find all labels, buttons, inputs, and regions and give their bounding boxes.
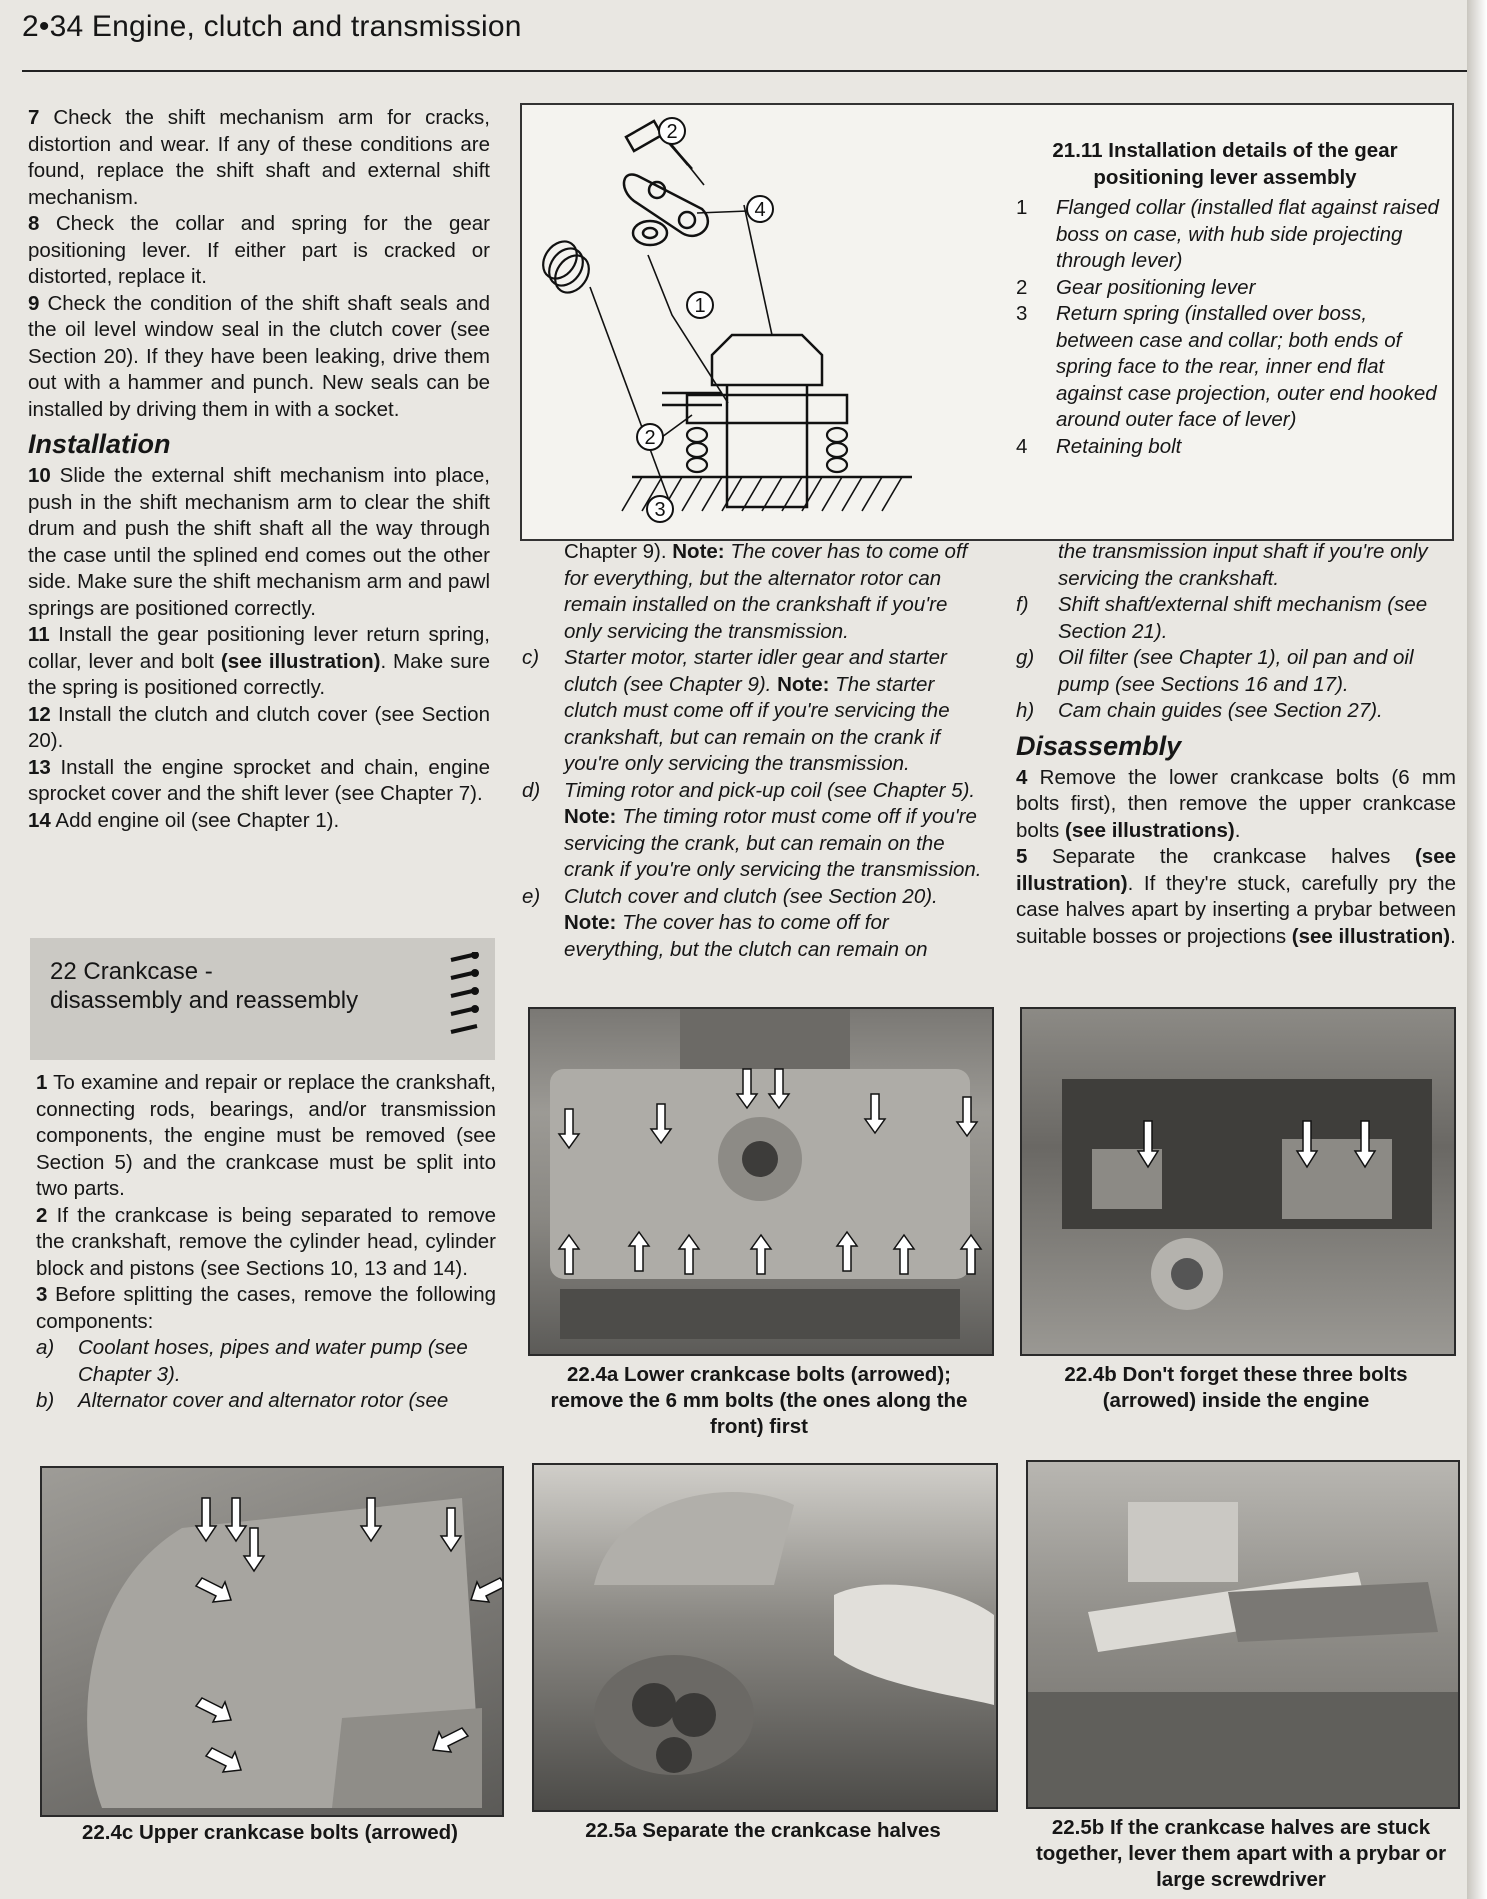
section-22-paragraph-2: 2 If the crankcase is being separated to remove the crankshaft, remove the cylinder head, cylinder block and pistons (see Sections 10, 13 and 14). <box>36 1203 496 1280</box>
callout-3: 3 <box>654 499 666 521</box>
section-22-title: 22 Crankcase - <box>50 958 213 985</box>
callout-4: 4 <box>754 199 766 221</box>
crankcase-upper-photo-graphic <box>42 1468 502 1815</box>
caption-22-4c: 22.4c Upper crankcase bolts (arrowed) <box>82 1821 458 1844</box>
paragraph-11: 11 Install the gear positioning lever return spring, collar, lever and bolt (see illustration). Make sure the spring is positioned correctly. <box>28 623 490 699</box>
caption-22-5b: 22.5b If the crankcase halves are stuck together, lever them apart with a prybar or large screwdriver <box>1035 1816 1447 1891</box>
paragraph-8: 8 Check the collar and spring for the gear positioning lever. If either part is cracked or distorted, replace it. <box>28 212 491 288</box>
installation-heading: Installation <box>28 429 171 459</box>
section-22-column <box>36 1070 496 1415</box>
separating-halves-photo-graphic <box>534 1465 996 1810</box>
list-item-e: e) Clutch cover and clutch (see Section 20). Note: The cover has to come off for everything, but the clutch can remain on <box>522 884 938 961</box>
figure-21-11-caption <box>1010 138 1440 460</box>
section-22-heading-box <box>30 938 495 1060</box>
prybar-photo-graphic <box>1028 1462 1458 1807</box>
list-item-d: d) Timing rotor and pick-up coil (see Chapter 5). Note: The timing rotor must come off if you're servicing the crank, but can remain on the crank if you're only servicing the transmission. <box>522 778 982 881</box>
paragraph-4: 4 Remove the lower crankcase bolts (6 mm bolts first), then remove the upper crankcase bolts (see illustrations). <box>1016 765 1457 842</box>
page-header <box>22 10 522 44</box>
list-item-h: h) Cam chain guides (see Section 27). <box>1016 699 1383 722</box>
legend-item-3: 3 Return spring (installed over boss, between case and collar; both ends of spring face to the rear, inner end flat against case projection, outer end hooked around outer face of lever) <box>1016 302 1437 431</box>
right-column <box>1016 539 1456 950</box>
list-item-b: b) Alternator cover and alternator rotor (see <box>36 1389 449 1412</box>
photo-22-4b <box>1020 1007 1456 1356</box>
page-edge-shadow <box>1467 0 1487 1899</box>
paragraph-9: 9 Check the condition of the shift shaft seals and the oil level window seal in the clutch cover (see Section 20). If they have been leaking, drive them out with a hammer and punch. New seals can be installed by driving them in with a socket. <box>28 291 490 421</box>
callout-2-top: 2 <box>666 121 678 143</box>
middle-column <box>522 539 982 963</box>
caption-22-4b: 22.4b Don't forget these three bolts (arrowed) inside the engine <box>1064 1363 1408 1412</box>
paragraph-7: 7 Check the shift mechanism arm for cracks, distortion and wear. If any of these conditions are found, replace the shift shaft and external shift mechanism. <box>28 106 490 209</box>
callout-2-bottom: 2 <box>644 427 656 449</box>
list-item-e-continued: the transmission input shaft if you're only servicing the crankshaft. <box>1058 540 1428 590</box>
photo-22-4a <box>528 1007 994 1356</box>
photo-22-5a <box>532 1463 998 1812</box>
disassembly-heading: Disassembly <box>1016 730 1182 761</box>
page-number: 2•34 <box>22 10 84 43</box>
list-item-g: g) Oil filter (see Chapter 1), oil pan and oil pump (see Sections 16 and 17). <box>1016 646 1414 696</box>
list-item-f: f) Shift shaft/external shift mechanism (see Section 21). <box>1016 593 1428 643</box>
header-rule <box>22 70 1467 72</box>
crankcase-inside-photo-graphic <box>1022 1009 1454 1354</box>
paragraph-5: 5 Separate the crankcase halves (see illustration). If they're stuck, carefully pry the case halves apart by inserting a prybar between suitable bosses or projections (see illustration). <box>1016 845 1456 948</box>
paragraph-14: 14 Add engine oil (see Chapter 1). <box>28 808 340 832</box>
photo-22-5b <box>1026 1460 1460 1809</box>
photo-22-4c <box>40 1466 504 1817</box>
difficulty-wrench-icon <box>447 952 481 1044</box>
paragraph-13: 13 Install the engine sprocket and chain, engine sprocket cover and the shift lever (see Chapter 7). <box>28 755 490 805</box>
gear-positioning-lever-diagram <box>522 105 1002 539</box>
caption-22-4a: 22.4a Lower crankcase bolts (arrowed); remove the 6 mm bolts (the ones along the front) first <box>550 1363 968 1438</box>
list-item-a: a) Coolant hoses, pipes and water pump (see Chapter 3). <box>36 1336 468 1386</box>
callout-1: 1 <box>694 295 706 317</box>
legend-item-1: 1 Flanged collar (installed flat against raised boss on case, with hub side projecting through lever) <box>1016 196 1439 272</box>
chapter-title: Engine, clutch and transmission <box>91 10 522 43</box>
list-item-b-continued: Chapter 9). Note: The cover has to come off for everything, but the alternator rotor can remain installed on the crankshaft if you're only servicing the transmission. <box>564 540 968 643</box>
crankcase-lower-photo-graphic <box>530 1009 992 1354</box>
legend-item-4: 4 Retaining bolt <box>1016 434 1182 458</box>
paragraph-10: 10 Slide the external shift mechanism into place, push in the shift mechanism arm to clear the shift drum and push the shift shaft all the way through the case until the splined end comes out the other side. Make sure the shift mechanism arm and pawl springs are positioned correctly. <box>28 464 490 620</box>
figure-21-11-title: 21.11 Installation details of the gear positioning lever assembly <box>1052 139 1398 189</box>
paragraph-12: 12 Install the clutch and clutch cover (see Section 20). <box>28 702 490 752</box>
section-22-paragraph-3: 3 Before splitting the cases, remove the following components: <box>36 1283 496 1333</box>
legend-item-2: 2 Gear positioning lever <box>1016 275 1256 299</box>
caption-22-5a: 22.5a Separate the crankcase halves <box>585 1819 941 1842</box>
section-22-subtitle: disassembly and reassembly <box>50 987 359 1014</box>
left-column <box>28 105 490 834</box>
list-item-c: c) Starter motor, starter idler gear and starter clutch (see Chapter 9). Note: The starter clutch must come off if you're servicing the crankshaft, but can remain on the crank if you're only servicing the transmission. <box>522 646 950 775</box>
section-22-paragraph-1: 1 To examine and repair or replace the crankshaft, connecting rods, bearings, and/or transmission components, the engine must be removed (see Section 5) and the crankcase must be split into two parts. <box>36 1071 497 1200</box>
